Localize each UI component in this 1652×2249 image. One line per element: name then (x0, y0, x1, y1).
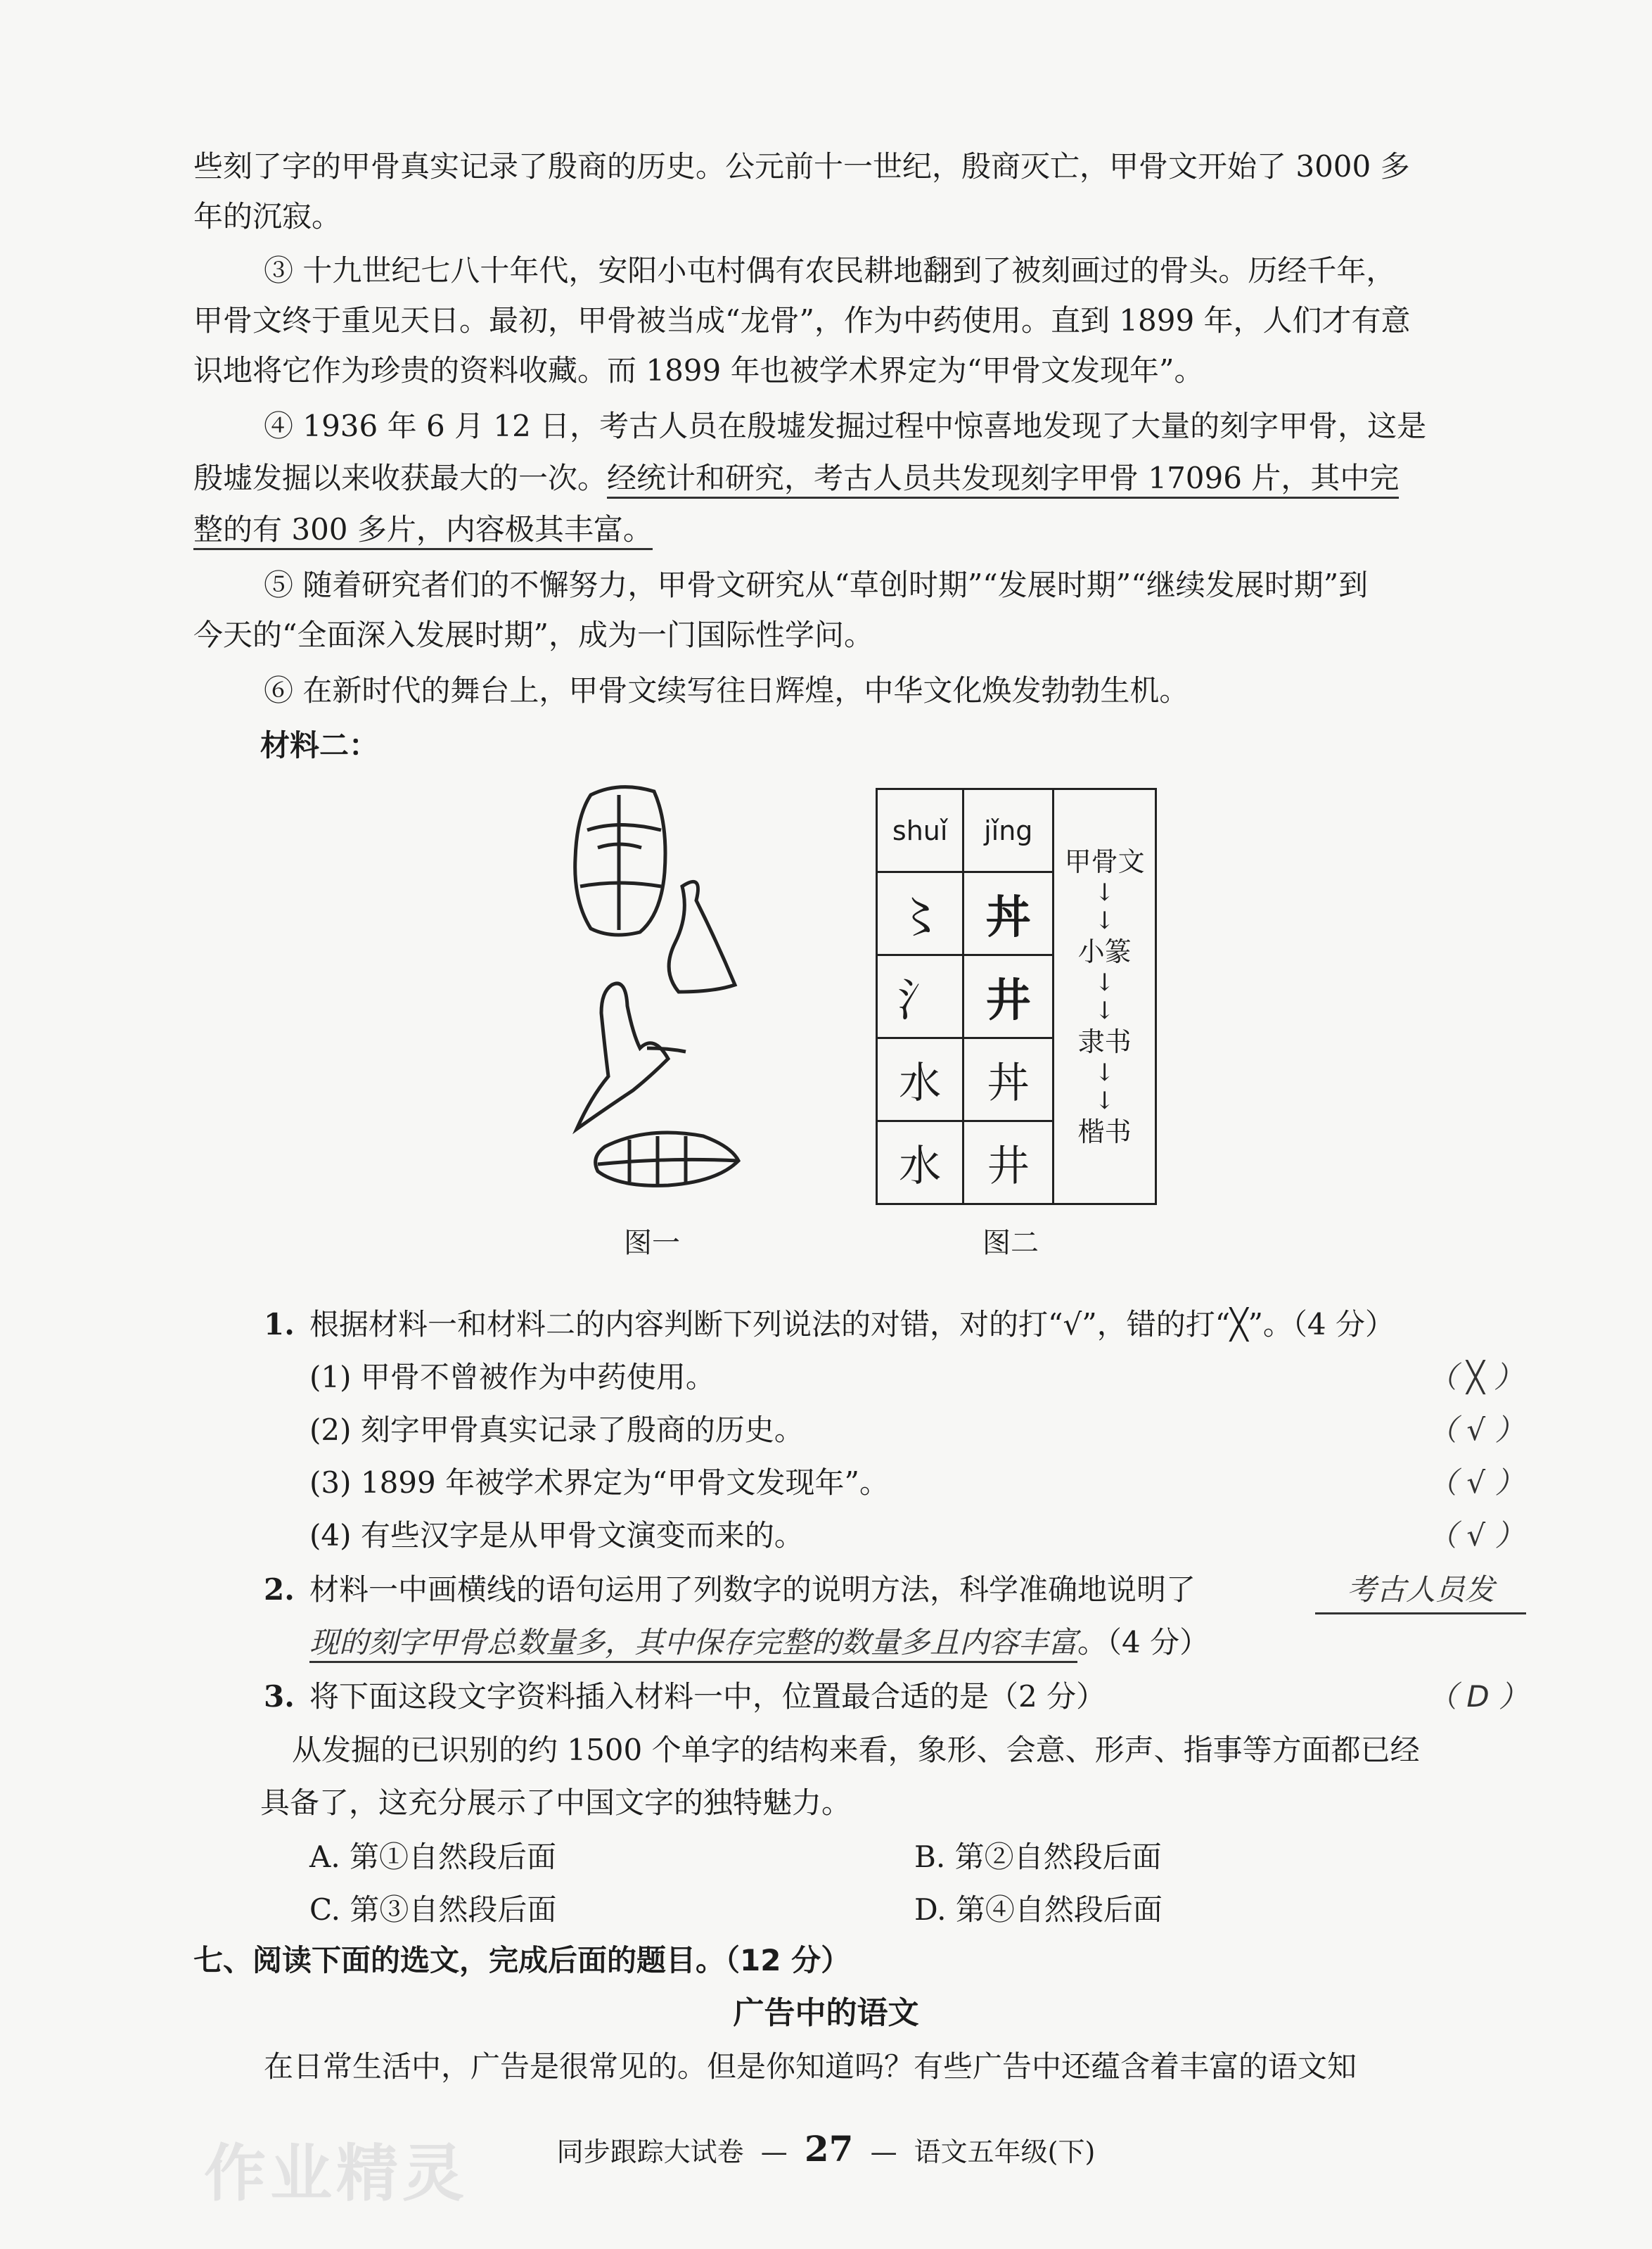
handwritten-answer: 考古人员发 (1315, 1569, 1526, 1614)
arrow-down-icon: ↓ (1094, 1086, 1115, 1115)
pinyin-shui: shuǐ (877, 789, 963, 872)
footer-dash: — (870, 2136, 897, 2167)
q1-answer: （ √ ） (1428, 1518, 1525, 1553)
arrow-down-icon: ↓ (1094, 878, 1115, 907)
option-d: D. 第④自然段后面 (914, 1892, 1163, 1927)
arrow-down-icon: ↓ (1094, 996, 1115, 1025)
q1-answer: （ √ ） (1428, 1465, 1525, 1500)
q3-answer: （ D ） (1428, 1679, 1529, 1714)
article-first-line: 在日常生活中，广告是很常见的。但是你知道吗？有些广告中还蕴含着丰富的语文知 (264, 2049, 1357, 2084)
q3-passage: 从发掘的已识别的约 1500 个单字的结构来看，象形、会意、形声、指事等方面都已经 (292, 1733, 1420, 1767)
text-line: 识地将它作为珍贵的资料收藏。而 1899 年也被学术界定为“甲骨文发现年”。 (193, 353, 1204, 388)
underlined-sentence: 经统计和研究，考古人员共发现刻字甲骨 17096 片，其中完 (607, 461, 1399, 499)
shui-seal-glyph: 氵 (877, 955, 963, 1038)
question-3-stem: 将下面这段文字资料插入材料一中，位置最合适的是（2 分） (309, 1679, 1106, 1714)
q1-statement: (3) 1899 年被学术界定为“甲骨文发现年”。 (309, 1465, 890, 1500)
paragraph-5: ⑤ 随着研究者们的不懈努力，甲骨文研究从“草创时期”“发展时期”“继续发展时期”到 (264, 568, 1369, 602)
question-1-stem: 根据材料一和材料二的内容判断下列说法的对错，对的打“√”，错的打“╳”。（4 分） (309, 1307, 1395, 1342)
option-b: B. 第②自然段后面 (914, 1840, 1162, 1874)
evolution-stages (1054, 789, 1156, 1204)
question-2-number: 2. (264, 1572, 295, 1607)
stage-label: 小篆 (1077, 936, 1132, 967)
stage-label: 隶书 (1077, 1026, 1132, 1057)
q3-passage: 具备了，这充分展示了中国文字的独特魅力。 (260, 1785, 852, 1820)
text-line (193, 457, 1399, 499)
text-span: 殷墟发掘以来收获最大的一次。 (193, 461, 608, 495)
jing-oracle-glyph: 丼 (963, 872, 1054, 955)
answer-blank[interactable] (309, 1622, 1209, 1664)
footer-dash: — (760, 2136, 788, 2167)
shui-clerical-glyph: 水 (877, 1038, 963, 1121)
character-evolution-chart (876, 788, 1157, 1205)
paragraph-6: ⑥ 在新时代的舞台上，甲骨文续写往日辉煌，中华文化焕发勃勃生机。 (264, 673, 1189, 708)
paragraph-3: ③ 十九世纪七八十年代，安阳小屯村偶有农民耕地翻到了被刻画过的骨头。历经千年， (264, 253, 1396, 288)
q1-statement: (2) 刻字甲骨真实记录了殷商的历史。 (309, 1413, 804, 1447)
article-title: 广告中的语文 (733, 1995, 919, 2031)
paragraph-4: ④ 1936 年 6 月 12 日，考古人员在殷墟发掘过程中惊喜地发现了大量的刻字甲骨，这是 (264, 409, 1427, 443)
text-line: 年的沉寂。 (193, 199, 342, 234)
figure-2-caption: 图二 (982, 1227, 1039, 1259)
section-7-heading: 七、阅读下面的选文，完成后面的题目。（12 分） (193, 1943, 851, 1977)
q1-statement: (4) 有些汉字是从甲骨文演变而来的。 (309, 1518, 804, 1553)
stage-label: 楷书 (1077, 1116, 1132, 1147)
shui-oracle-glyph: 〻 (877, 872, 963, 955)
q1-statement: (1) 甲骨不曾被作为中药使用。 (309, 1360, 715, 1394)
option-a: A. 第①自然段后面 (309, 1840, 557, 1874)
oracle-bone-figure (563, 781, 760, 1203)
score-note: 。（4 分） (1077, 1625, 1210, 1659)
text-line: 些刻了字的甲骨真实记录了殷商的历史。公元前十一世纪，殷商灭亡，甲骨文开始了 3000 多 (193, 149, 1410, 184)
footer-series: 同步跟踪大试卷 (556, 2136, 744, 2167)
text-line: 甲骨文终于重见天日。最初，甲骨被当成“龙骨”，作为中药使用。直到 1899 年，人们才有意 (193, 303, 1411, 338)
jing-regular-glyph: 井 (963, 1121, 1054, 1204)
arrow-down-icon: ↓ (1094, 968, 1115, 997)
watermark: 作业精灵 (204, 2137, 469, 2210)
figure-1-caption: 图一 (624, 1227, 680, 1259)
underlined-sentence: 整的有 300 多片，内容极其丰富。 (193, 512, 653, 550)
stage-label: 甲骨文 (1064, 846, 1145, 877)
question-3-number: 3. (264, 1679, 295, 1714)
text-line: 今天的“全面深入发展时期”，成为一门国际性学问。 (193, 618, 873, 652)
question-2-stem: 材料一中画横线的语句运用了列数字的说明方法，科学准确地说明了 (309, 1572, 1196, 1607)
answer-blank[interactable] (1315, 1569, 1526, 1614)
q1-answer: （ √ ） (1428, 1413, 1525, 1447)
shui-regular-glyph: 水 (877, 1121, 963, 1204)
arrow-down-icon: ↓ (1094, 906, 1115, 935)
text-line (193, 509, 653, 551)
arrow-down-icon: ↓ (1094, 1058, 1115, 1087)
page-number: 27 (804, 2128, 854, 2170)
page-footer (0, 2128, 1652, 2173)
option-c: C. 第③自然段后面 (309, 1892, 557, 1927)
jing-seal-glyph: 井 (963, 955, 1054, 1038)
q1-answer: （ ╳ ） (1428, 1360, 1523, 1394)
pinyin-jing: jǐng (963, 789, 1054, 872)
jing-clerical-glyph: 丼 (963, 1038, 1054, 1121)
material2-heading: 材料二： (260, 728, 379, 763)
handwritten-answer: 现的刻字甲骨总数量多，其中保存完整的数量多且内容丰富 (309, 1625, 1077, 1663)
question-1-number: 1. (264, 1307, 295, 1342)
footer-grade: 语文五年级(下) (914, 2136, 1096, 2167)
